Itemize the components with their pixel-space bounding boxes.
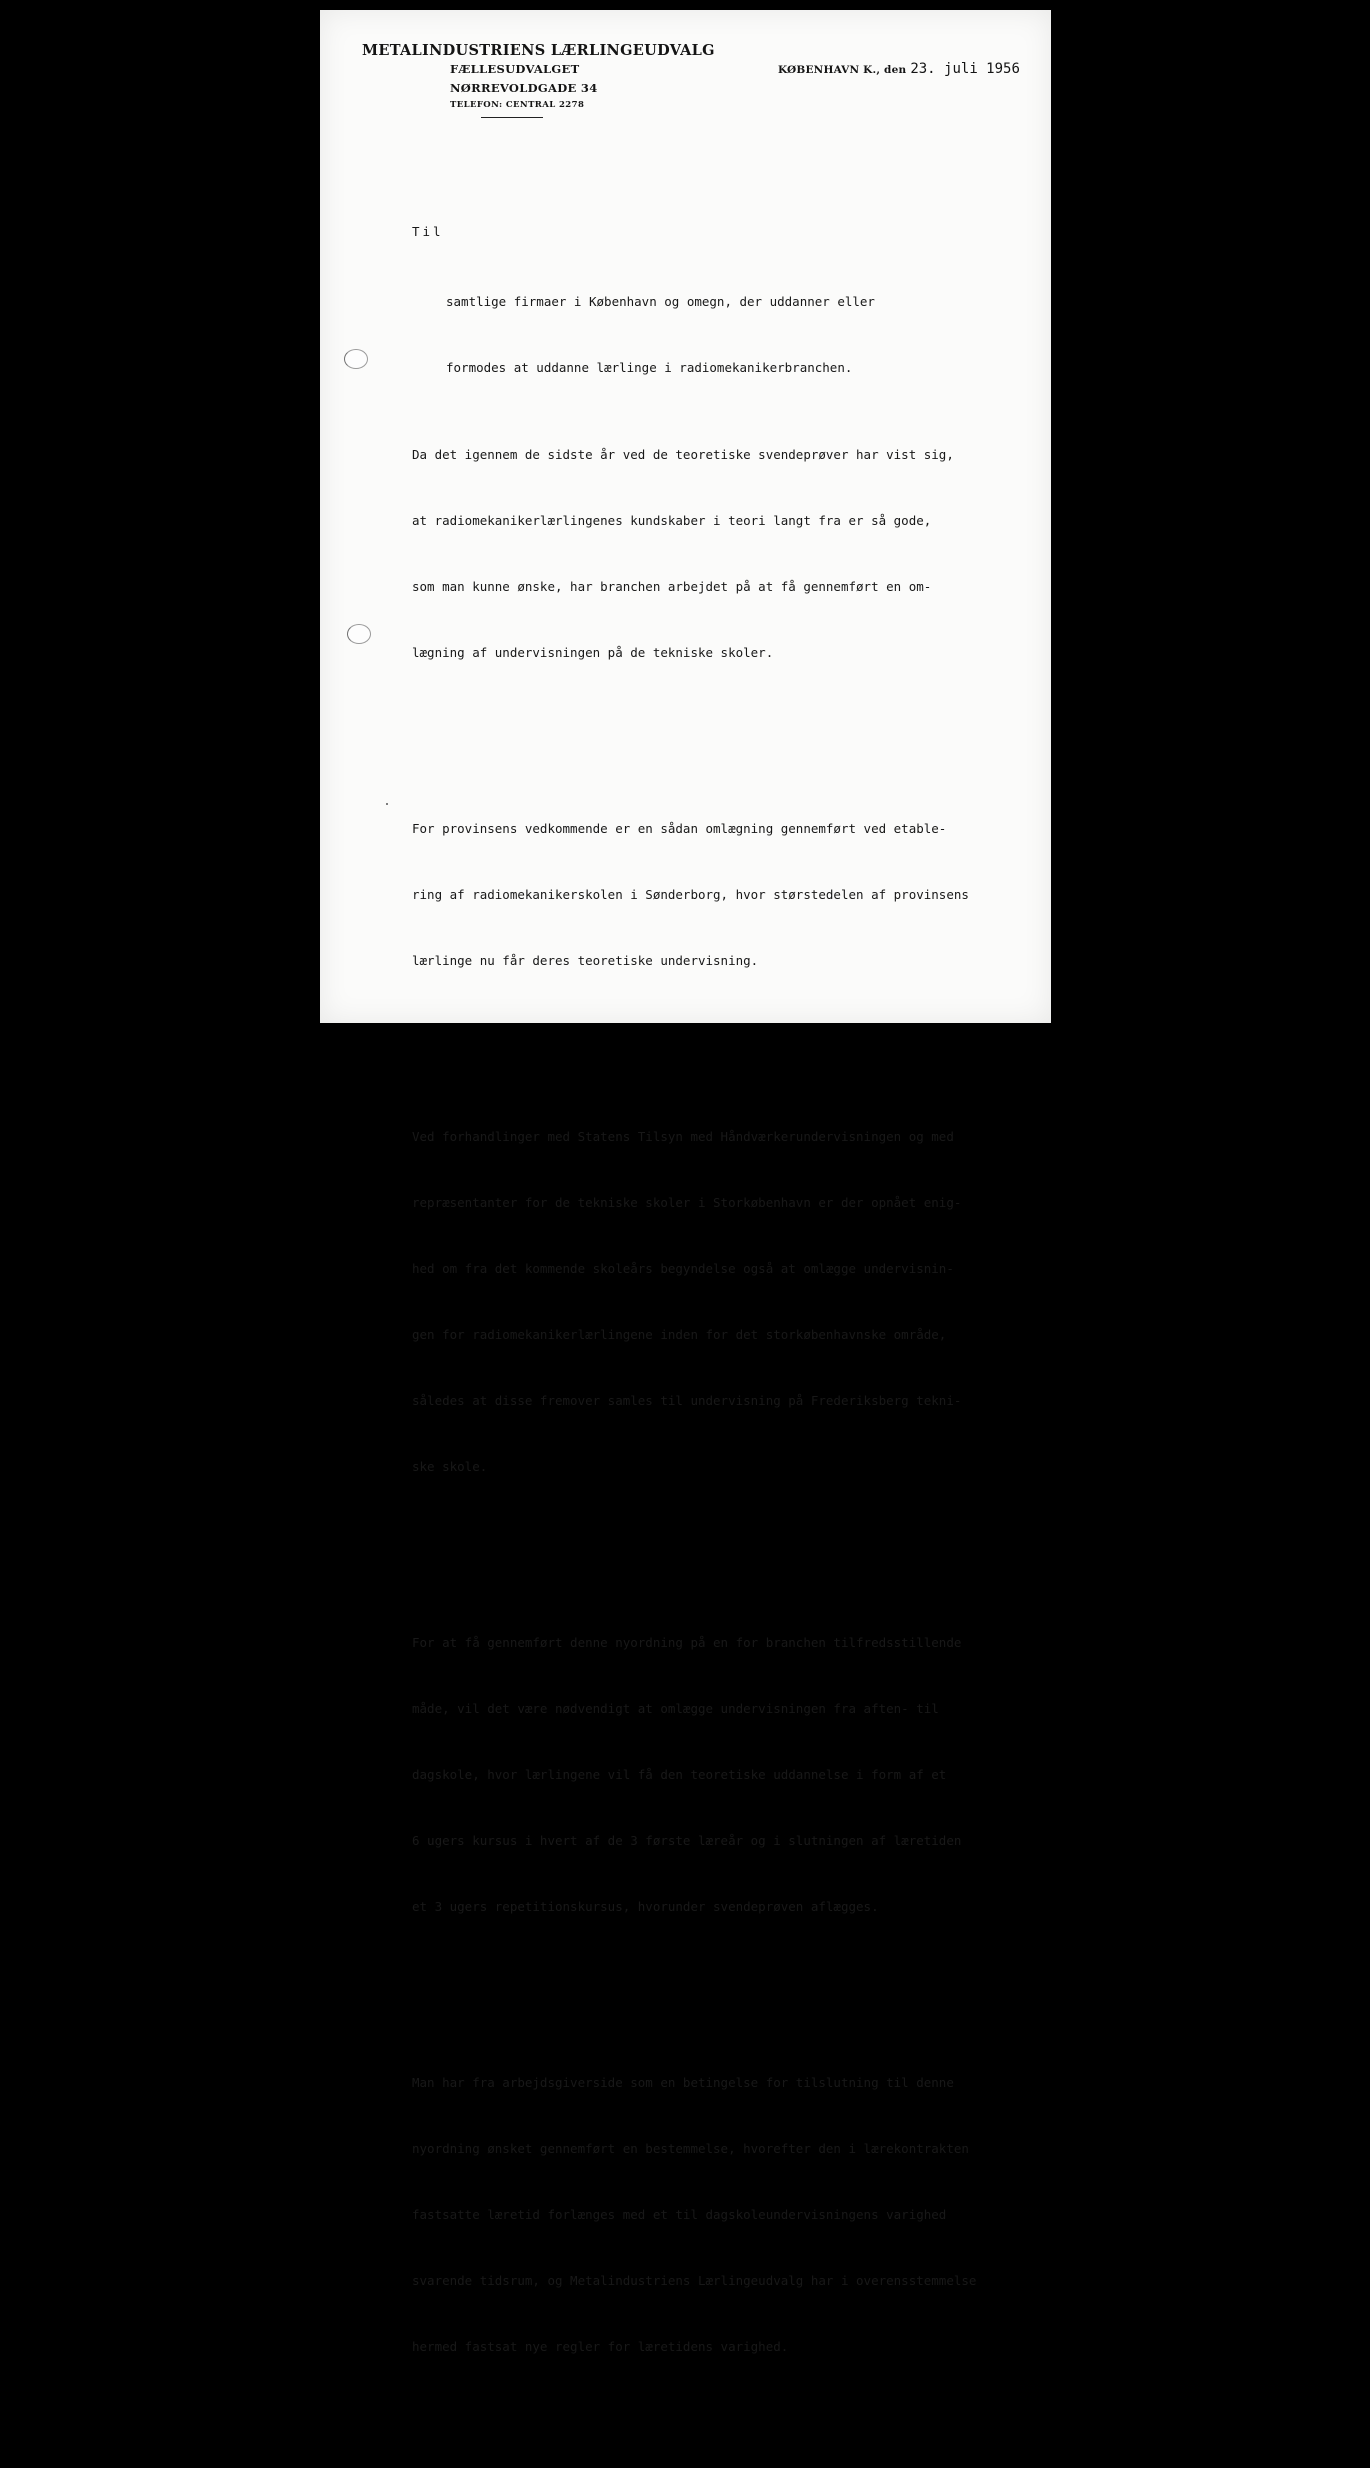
- text-line: gen for radiomekanikerlærlingene inden for det storkøbenhavnske område,: [412, 1327, 947, 1342]
- organization-name: METALINDUSTRIENS LÆRLINGEUDVALG: [362, 42, 715, 59]
- text-line: hed om fra det kommende skoleårs begyndelse også at omlægge undervisnin-: [412, 1261, 954, 1276]
- paper-speck: [386, 803, 388, 805]
- text-line: Man har fra arbejdsgiverside som en betingelse for tilslutning til denne: [412, 2075, 954, 2090]
- text-line: lærlinge nu får deres teoretiske undervisning.: [412, 953, 759, 968]
- place-label: KØBENHAVN K., den: [778, 64, 907, 76]
- letter-date: 23. juli 1956: [910, 61, 1020, 77]
- text-line: som man kunne ønske, har branchen arbejdet på at få gennemført en om-: [412, 579, 932, 594]
- letterhead-rule: [481, 117, 543, 118]
- text-line: at radiomekanikerlærlingenes kundskaber i teori langt fra er så gode,: [412, 513, 932, 528]
- place-date: [778, 60, 1020, 78]
- letter-body: [412, 356, 976, 2468]
- text-line: ske skole.: [412, 1459, 488, 1474]
- text-line: dagskole, hvor lærlingene vil få den teoretiske uddannelse i form af et: [412, 1767, 947, 1782]
- text-line: måde, vil det være nødvendigt at omlægge undervisningen fra aften- til: [412, 1701, 939, 1716]
- text-line: således at disse fremover samles til undervisning på Frederiksberg tekni-: [412, 1393, 962, 1408]
- text-line: Ved forhandlinger med Statens Tilsyn med Håndværkerundervisningen og med: [412, 1129, 954, 1144]
- paragraph: [412, 2028, 976, 2402]
- text-line: repræsentanter for de tekniske skoler i Storkøbenhavn er der opnået enig-: [412, 1195, 962, 1210]
- text-line: 6 ugers kursus i hvert af de 3 første læreår og i slutningen af læretiden: [412, 1833, 962, 1848]
- text-line: lægning af undervisningen på de tekniske skoler.: [412, 645, 774, 660]
- letter-page: [320, 10, 1051, 2354]
- text-line: Da det igennem de sidste år ved de teoretiske svendeprøver har vist sig,: [412, 447, 954, 462]
- letterhead-committee: FÆLLESUDVALGET: [450, 62, 580, 76]
- text-line: nyordning ønsket gennemført en bestemmelse, hvorefter den i lærekontrakten: [412, 2141, 969, 2156]
- text-line: fastsatte læretid forlænges med et til dagskoleundervisningens varighed: [412, 2207, 947, 2222]
- text-line: et 3 ugers repetitionskursus, hvorunder svendeprøven aflægges.: [412, 1899, 879, 1914]
- letterhead-phone: TELEFON: CENTRAL 2278: [450, 100, 585, 110]
- punch-hole: [347, 624, 371, 644]
- text-line: ring af radiomekanikerskolen i Sønderborg, hvor størstedelen af provinsens: [412, 887, 969, 902]
- recipient-salutation: Til: [412, 224, 444, 239]
- text-line: For at få gennemført denne nyordning på en for branchen tilfredsstillende: [412, 1635, 962, 1650]
- paragraph: [412, 774, 976, 1016]
- paragraph: [412, 1588, 976, 1962]
- text-line: svarende tidsrum, og Metalindustriens Lærlingeudvalg har i overensstemmelse: [412, 2273, 977, 2288]
- paragraph: [412, 1082, 976, 1522]
- punch-hole: [344, 349, 368, 369]
- letterhead-address: NØRREVOLDGADE 34: [450, 81, 598, 95]
- paragraph: [412, 400, 976, 708]
- text-line: For provinsens vedkommende er en sådan omlægning gennemført ved etable-: [412, 821, 947, 836]
- address-line: formodes at uddanne lærlinge i radiomekanikerbranchen.: [446, 360, 853, 375]
- address-line: samtlige firmaer i København og omegn, der uddanner eller: [446, 294, 875, 309]
- text-line: hermed fastsat nye regler for læretidens varighed.: [412, 2339, 789, 2354]
- letterhead: [362, 42, 715, 118]
